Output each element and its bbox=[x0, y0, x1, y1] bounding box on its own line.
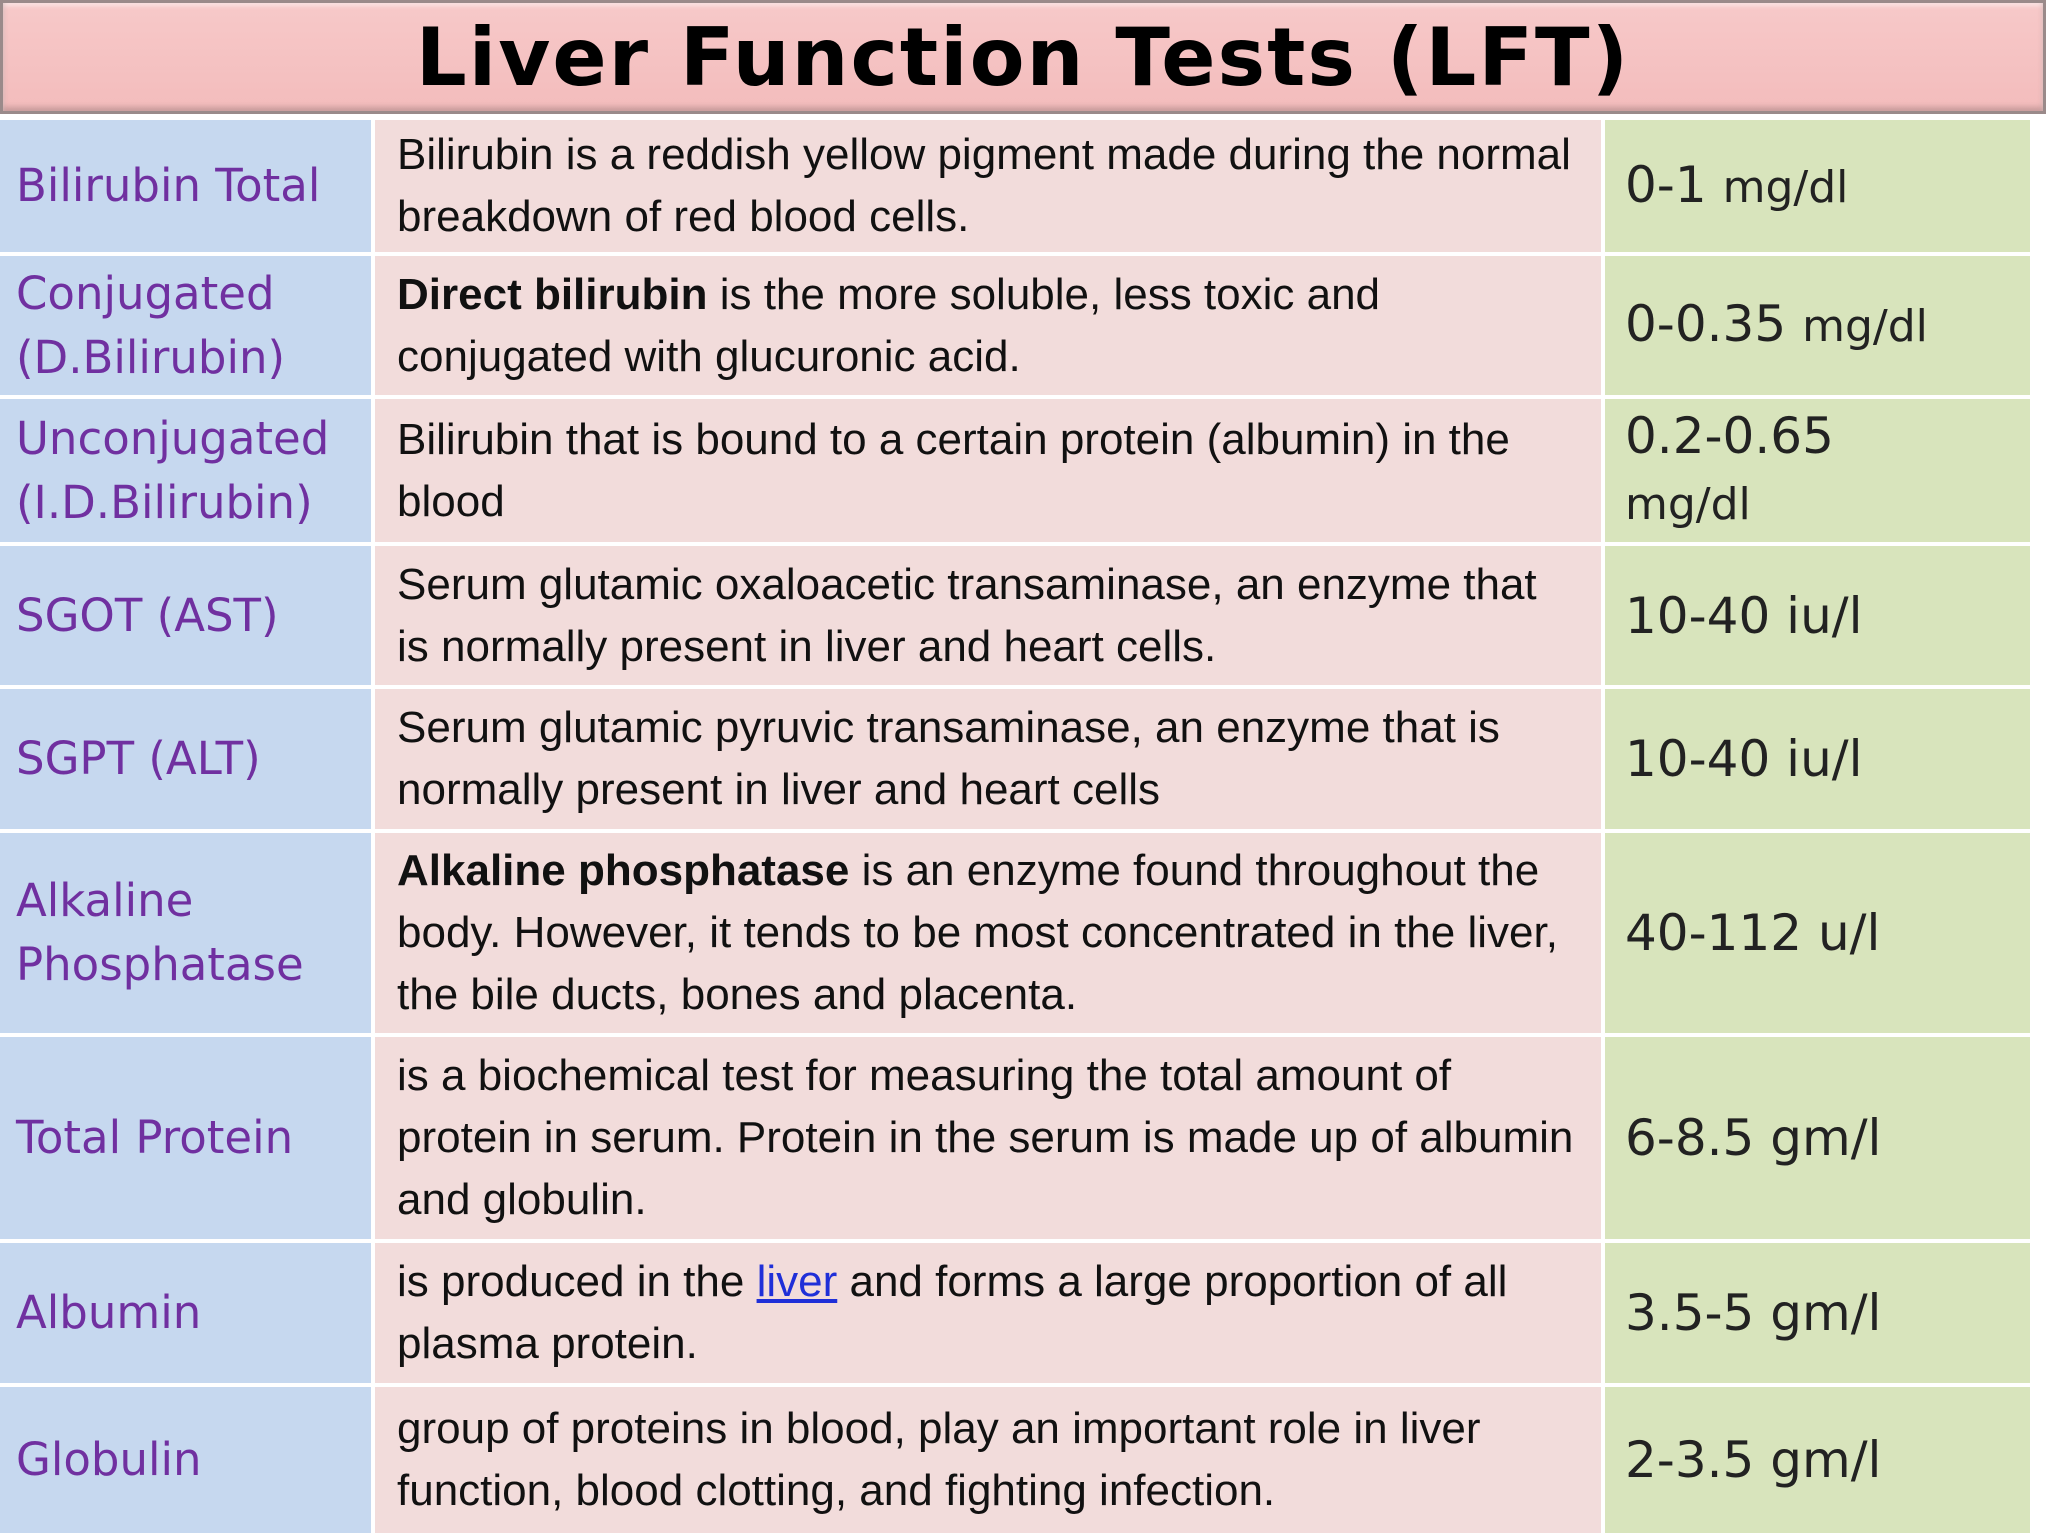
normal-range bbox=[1605, 256, 2030, 399]
normal-range bbox=[1605, 689, 2030, 833]
test-name: Conjugated (D.Bilirubin) bbox=[0, 256, 375, 399]
description-text: Bilirubin is a reddish yellow pigment made during the normal breakdown of red blood cells. bbox=[397, 130, 1571, 241]
table-row bbox=[0, 1243, 2030, 1387]
test-description bbox=[375, 1037, 1605, 1243]
description-text: Serum glutamic pyruvic transaminase, an enzyme that is normally present in liver and heart cells bbox=[397, 703, 1500, 814]
test-description bbox=[375, 833, 1605, 1037]
test-description bbox=[375, 256, 1605, 399]
normal-range bbox=[1605, 1387, 2030, 1536]
test-name: Unconjugated (I.D.Bilirubin) bbox=[0, 399, 375, 546]
description-bold: Alkaline phosphatase bbox=[397, 846, 850, 895]
normal-range bbox=[1605, 399, 2030, 546]
table-row bbox=[0, 1037, 2030, 1243]
table-row bbox=[0, 1387, 2030, 1536]
table-row bbox=[0, 833, 2030, 1037]
range-unit: mg/dl bbox=[1802, 301, 1928, 352]
description-text: is a biochemical test for measuring the total amount of protein in serum. Protein in the serum is made up of albumin and globulin. bbox=[397, 1051, 1574, 1224]
test-name: Albumin bbox=[0, 1243, 375, 1387]
test-description bbox=[375, 120, 1605, 256]
range-value: 0-1 bbox=[1625, 155, 1707, 214]
normal-range bbox=[1605, 833, 2030, 1037]
test-description bbox=[375, 399, 1605, 546]
test-name: Alkaline Phosphatase bbox=[0, 833, 375, 1037]
range-value: 0.2-0.65 bbox=[1625, 407, 1834, 465]
description-bold: Direct bilirubin bbox=[397, 269, 708, 319]
normal-range bbox=[1605, 120, 2030, 256]
table-row bbox=[0, 689, 2030, 833]
range-value: 3.5-5 gm/l bbox=[1625, 1284, 1882, 1342]
description-text: is the more soluble, less toxic and conjugated with glucuronic acid. bbox=[397, 269, 1381, 381]
normal-range bbox=[1605, 1243, 2030, 1387]
test-name: SGPT (ALT) bbox=[0, 689, 375, 833]
table-row bbox=[0, 256, 2030, 399]
range-value: 0-0.35 bbox=[1625, 295, 1787, 353]
normal-range bbox=[1605, 546, 2030, 689]
description-text: is produced in the bbox=[397, 1257, 757, 1306]
test-name: SGOT (AST) bbox=[0, 546, 375, 689]
test-name: Total Protein bbox=[0, 1037, 375, 1243]
range-value: 2-3.5 gm/l bbox=[1625, 1431, 1882, 1489]
test-name: Bilirubin Total bbox=[0, 120, 375, 256]
range-value: 6-8.5 gm/l bbox=[1625, 1109, 1882, 1167]
test-description bbox=[375, 546, 1605, 689]
range-unit: mg/dl bbox=[1722, 161, 1849, 213]
description-text: Serum glutamic oxaloacetic transaminase, an enzyme that is normally present in liver and heart cells. bbox=[397, 559, 1537, 671]
lft-table bbox=[0, 120, 2030, 1536]
test-description bbox=[375, 1243, 1605, 1387]
description-text: and forms a large proportion of all plasma protein. bbox=[397, 1257, 1508, 1368]
range-value: 10-40 iu/l bbox=[1625, 586, 1863, 645]
table-row bbox=[0, 120, 2030, 256]
test-description bbox=[375, 689, 1605, 833]
table-row bbox=[0, 399, 2030, 546]
test-name: Globulin bbox=[0, 1387, 375, 1536]
range-value: 40-112 u/l bbox=[1625, 904, 1881, 962]
page-title: Liver Function Tests (LFT) bbox=[415, 10, 1631, 104]
table-row bbox=[0, 546, 2030, 689]
normal-range bbox=[1605, 1037, 2030, 1243]
liver-link[interactable]: liver bbox=[756, 1257, 838, 1306]
description-text: is an enzyme found throughout the body. However, it tends to be most concentrated in the liver, the bile ducts, bones and placenta. bbox=[397, 846, 1558, 1019]
test-description bbox=[375, 1387, 1605, 1536]
description-text: Bilirubin that is bound to a certain protein (albumin) in the blood bbox=[397, 414, 1510, 526]
range-value: 10-40 iu/l bbox=[1625, 730, 1863, 788]
description-text: group of proteins in blood, play an important role in liver function, blood clotting, and fighting infection. bbox=[397, 1404, 1481, 1515]
title-bar bbox=[0, 0, 2046, 114]
range-unit: mg/dl bbox=[1625, 479, 1751, 530]
